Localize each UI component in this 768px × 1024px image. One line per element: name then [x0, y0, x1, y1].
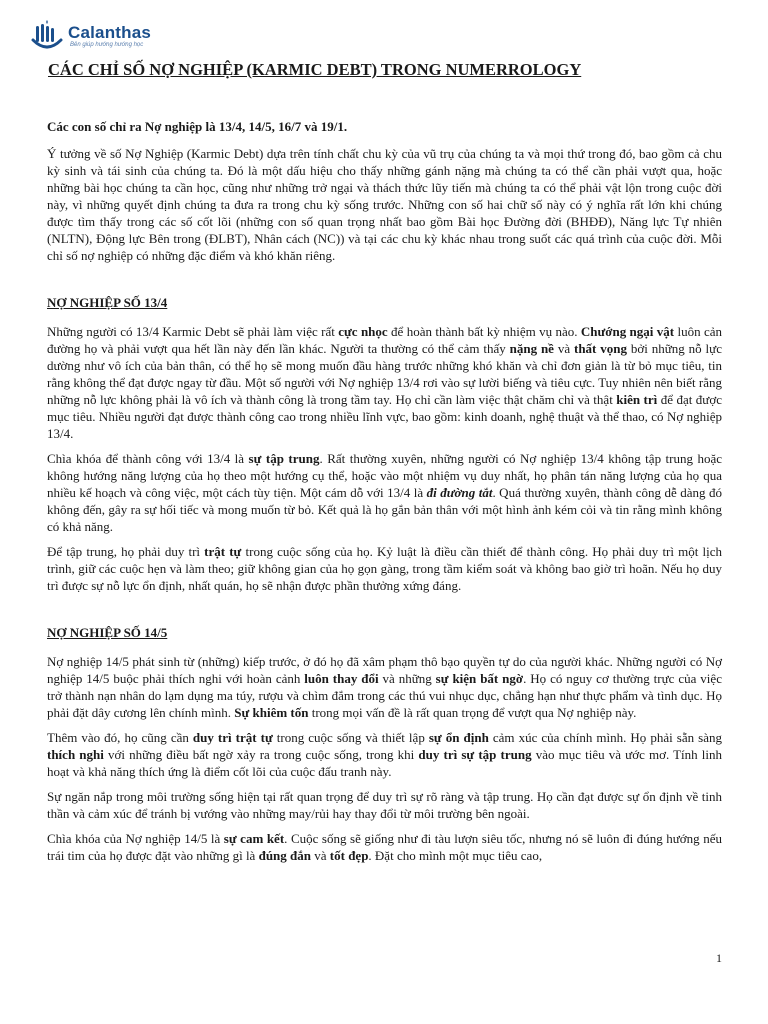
heading-13-4: NỢ NGHIỆP SỐ 13/4 [47, 295, 168, 310]
paragraph-karmic-debt-overview: Ý tưởng về số Nợ Nghiệp (Karmic Debt) dựa trên tính chất chu kỳ của vũ trụ của chúng ta và mọi thứ trong đó, bao gồm cả chu kỳ sinh và tái sinh của chúng ta. Đó là một dấu hiệu cho thấy những gánh nặng mà chúng ta có thể cần phải vượt qua, hoặc những bài học chúng ta cần học, cũng như những trở ngại và thách thức lũy tiến mà chúng ta có thể phải vật lộn trong cuộc đời này, vì những quyết định chúng ta đưa ra trong chu kỳ sống trước. Những con số hai chữ số này có ý nghĩa rất lớn khi chúng được tìm thấy trong các số cốt lõi (những con số quan trọng nhất bao gồm Bài học Đường đời (BHĐĐ), Năng lực Tự nhiên (NLTN), Động lực Bên trong (ĐLBT), Nhân cách (NC)) và tại các chu kỳ khác nhau trong suốt các quá trình của cuộc đời. Mỗi chỉ số nợ nghiệp có những đặc điểm và khó khăn riêng. [47, 146, 722, 263]
calanthas-logo-icon [30, 18, 64, 54]
paragraph-13-4-hard-work: Những người có 13/4 Karmic Debt sẽ phải làm việc rất cực nhọc để hoàn thành bất kỳ nhiệm vụ nào. Chướng ngại vật luôn cản đường họ và phải vượt qua hết lần này đến lần khác. Người ta thường có thể cảm thấy nặng nề và thất vọng bởi những nỗ lực dường như vô ích của bản thân, có thể họ sẽ mong muốn đầu hàng trước những khó khăn và chỉ đơn giản là từ bỏ mục tiêu, tin rằng không thể đạt được ngay từ đầu. Một số người với Nợ nghiệp 13/4 rơi vào sự lười biếng và tiêu cực. Tuy nhiên nên biết rằng những nỗ lực không phải là vô ích và thành công là trong tầm tay. Họ chỉ cần làm việc thật chăm chỉ và thật kiên trì để đạt được mục tiêu. Nhiều người đạt được thành công cao trong nhiều lĩnh vực, bao gồm: kinh doanh, nghệ thuật và thể thao, có Nợ nghiệp 13/4. [47, 324, 723, 441]
paragraph-14-5-environment: Sự ngăn nắp trong môi trường sống hiện tại rất quan trọng để duy trì sự rõ ràng và tập trung. Họ cần đạt được sự ổn định về tinh thần và cảm xúc để tránh bị vướng vào những may/rủi hay thay đổi từ môi trường bên ngoài. [47, 789, 722, 821]
intro-line: Các con số chỉ ra Nợ nghiệp là 13/4, 14/5, 16/7 và 19/1. [47, 119, 348, 134]
logo-name: Calanthas [68, 23, 152, 42]
paragraph-14-5-commitment: Chìa khóa của Nợ nghiệp 14/5 là sự cam kết. Cuộc sống sẽ giống như đi tàu lượn siêu tốc, nhưng nó sẽ luôn đi đúng hướng nếu trái tim của họ được đặt vào những gì là đúng đắn và tốt đẹp. Đặt cho mình một mục tiêu cao, [47, 831, 722, 863]
page-number: 1 [716, 951, 722, 965]
paragraph-14-5-origin: Nợ nghiệp 14/5 phát sinh từ (những) kiếp trước, ở đó họ đã xâm phạm thô bạo quyền tự do của người khác. Những người có Nợ nghiệp 14/5 buộc phải thích nghi với hoàn cảnh luôn thay đổi và những sự kiện bất ngờ. Họ có nguy cơ thường trực của việc trở thành nạn nhân do lạm dụng ma túy, rượu và chìm đắm trong các thú vui nhục dục, chẳng hạn như thực phẩm và tình dục. Họ phải đặt dây cương lên chính mình. Sự khiêm tốn trong mọi vấn đề là rất quan trọng để vượt qua Nợ nghiệp này. [47, 654, 722, 720]
paragraph-13-4-order: Để tập trung, họ phải duy trì trật tự trong cuộc sống của họ. Kỷ luật là điều cần thiết để thành công. Họ phải duy trì một lịch trình, giữ các cuộc hẹn và làm theo; giữ không gian của họ gọn gàng, trong tầm kiểm soát và không bao giờ trì hoãn. Nếu họ duy trì được sự nỗ lực ổn định, nhất quán, họ sẽ nhận được phần thưởng xứng đáng. [47, 544, 722, 593]
logo-tagline: Bên giúp hướng hướng học [70, 42, 144, 48]
calanthas-logo [30, 18, 151, 54]
paragraph-14-5-stability: Thêm vào đó, họ cũng cần duy trì trật tự trong cuộc sống và thiết lập sự ổn định cảm xúc của chính mình. Họ phải sẵn sàng thích nghi với những điều bất ngờ xảy ra trong cuộc sống, trong khi duy trì sự tập trung vào mục tiêu và ước mơ. Tính linh hoạt và khả năng thích ứng là điểm cốt lõi của cuộc đấu tranh này. [47, 730, 722, 779]
heading-14-5: NỢ NGHIỆP SỐ 14/5 [47, 625, 168, 640]
paragraph-13-4-focus: Chìa khóa để thành công với 13/4 là sự tập trung. Rất thường xuyên, những người có Nợ nghiệp 13/4 không tập trung hoặc không hướng năng lượng của họ theo một hướng cụ thể, hoặc vào một nhiệm vụ duy nhất, họ phân tán năng lượng của họ qua nhiều kế hoạch và công việc, một cách tùy tiện. Một cám dỗ với 13/4 là đi đường tắt. Quá thường xuyên, thành công dễ dàng đó không đến, gây ra sự hối tiếc và mong muốn từ bỏ. Kết quả là họ gắn bản thân với một hình ảnh kém cỏi và tin rằng mình không có khả năng. [47, 451, 722, 534]
document-body [47, 118, 722, 872]
document-title: CÁC CHỈ SỐ NỢ NGHIỆP (KARMIC DEBT) TRONG NUMERROLOGY [48, 60, 582, 79]
